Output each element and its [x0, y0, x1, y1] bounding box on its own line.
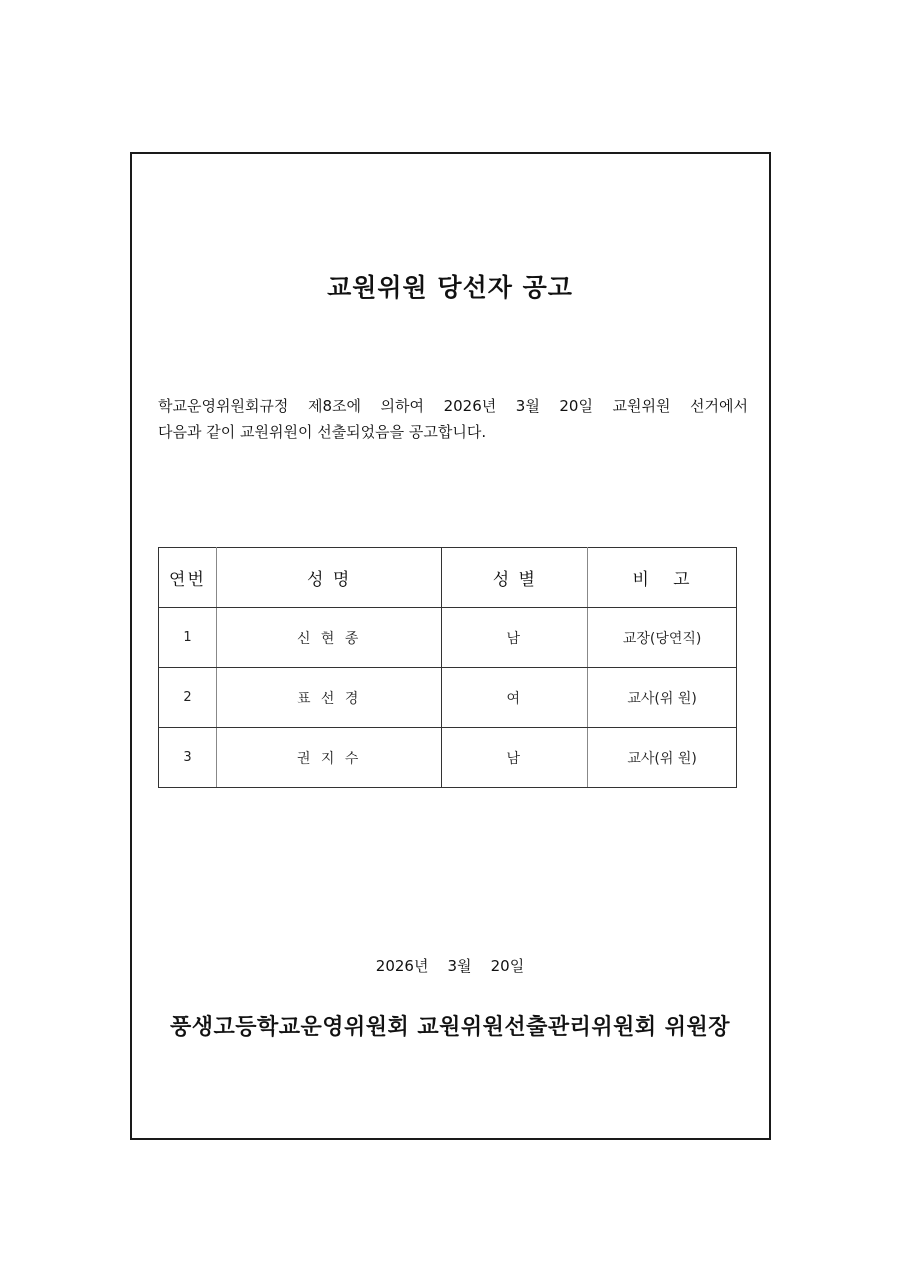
intro-word: 제8조에 — [307, 397, 361, 415]
intro-word: 20일 — [559, 397, 593, 415]
intro-word: 교원위원 — [612, 397, 671, 415]
cell-number: 3 — [159, 728, 217, 788]
cell-note: 교장(당연직) — [588, 608, 737, 668]
intro-word: 선거에서 — [690, 397, 748, 415]
cell-name: 신 현 종 — [216, 608, 442, 668]
cell-name: 권 지 수 — [216, 728, 442, 788]
cell-number: 1 — [159, 608, 217, 668]
intro-word: 2026년 — [443, 397, 497, 415]
header-note: 비 고 — [588, 548, 737, 608]
cell-gender: 남 — [442, 728, 588, 788]
intro-paragraph — [158, 393, 748, 445]
intro-line-2: 다음과 같이 교원위원이 선출되었음을 공고합니다. — [158, 423, 487, 441]
table-row — [159, 728, 737, 788]
table-row — [159, 608, 737, 668]
announcement-date: 2026년 3월 20일 — [375, 957, 525, 975]
intro-word: 의하여 — [380, 397, 425, 415]
table-header-row — [159, 548, 737, 608]
cell-note: 교사(위 원) — [588, 728, 737, 788]
cell-gender: 여 — [442, 668, 588, 728]
cell-gender: 남 — [442, 608, 588, 668]
cell-note: 교사(위 원) — [588, 668, 737, 728]
intro-word: 학교운영위원회규정 — [158, 397, 289, 415]
intro-word: 3월 — [515, 397, 540, 415]
document-title: 교원위원 당선자 공고 — [327, 273, 573, 302]
header-name: 성 명 — [216, 548, 442, 608]
intro-line-1 — [158, 393, 748, 419]
header-gender: 성 별 — [442, 548, 588, 608]
cell-number: 2 — [159, 668, 217, 728]
table-row — [159, 668, 737, 728]
cell-name: 표 선 경 — [216, 668, 442, 728]
header-number: 연번 — [159, 548, 217, 608]
issuer-signature: 풍생고등학교운영위원회 교원위원선출관리위원회 위원장 — [169, 1015, 731, 1040]
elected-members-table — [158, 547, 737, 788]
